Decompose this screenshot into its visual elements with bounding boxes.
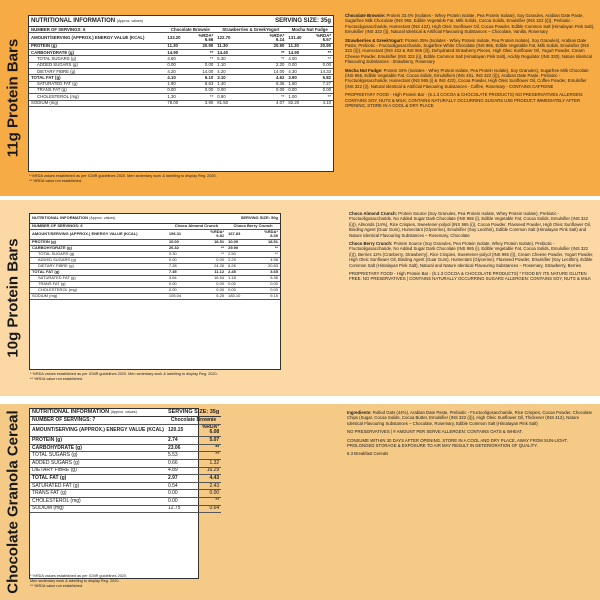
cell: ** — [252, 245, 280, 251]
cell: 1.40 — [215, 81, 249, 87]
serving-size: SERVING SIZE: 50g — [226, 214, 280, 223]
cell: ** — [309, 50, 333, 56]
cell: ** — [192, 498, 221, 506]
footnote: ** %RDA value not established. — [30, 584, 83, 588]
row-label: TRANS FAT (g) — [30, 281, 167, 287]
cell: 0.00 — [189, 87, 215, 93]
text-body: Rolled Oats (44%), Arabian Date Paste, Prebiotic - Fructooligosaccharide, Rice Crispies, Cocoa Powder, Chocolate Chips (Sugar, Cocoa Solids, Cocoa Butter, Emulsifier (INS 322 (i))), High Oleic Sunflower Oil, Thickener (INS 412), Nature Identical Flavouring Substances – Chocolate, Rosemary, Edible Common Salt (Himalayan Pink Salt) — [347, 410, 593, 426]
cell: 11.30 — [215, 43, 249, 49]
table-row — [29, 100, 333, 106]
rda-label: %RDA* — [198, 32, 214, 38]
ingredients-text — [347, 410, 595, 460]
text-body: Protein 35% (Isolates - Whey Protein Isolate, Pea Protein Isolate), Soy Granules), Arabian Date Paste, Prebiotic - Fructooligosaccharide, Sugarfree White Chocolate (INS 965, Edible Vegetable Fat, Milk Solids, Emulsifier (INS 322 (i))), Humectant (INS 422 & INS 965 (ii)), Dehydrated Strawberry Pieces, High Oleic Sunflower Oil, Yogurt Powder, Cream Cheese Powder, Emulsifier (INS 322 (i)), Edible Common Salt (Himalayan Pink Salt), Acidity Regulator (INS 330), Nature Identical Flavouring Substances - Strawberry, Rosemary — [345, 37, 592, 65]
cell: 4.43 — [192, 475, 221, 483]
row-label: DIETARY FIBRE (g) — [29, 69, 165, 75]
cell: 1.00 — [286, 94, 308, 100]
table-row — [29, 33, 333, 44]
cell: 0.00 — [215, 87, 249, 93]
text-block — [345, 68, 595, 90]
cell: 3.10 — [215, 75, 249, 81]
cell: 4.07 — [249, 100, 286, 106]
cell: 20.90 — [249, 43, 286, 49]
cell: 0.00 — [309, 87, 333, 93]
nutrition-table — [30, 214, 280, 300]
cell: ** — [249, 56, 286, 62]
cell: 0.00 — [195, 287, 226, 293]
footnotes — [30, 372, 218, 382]
approx-note: (Approx. values) — [116, 19, 143, 23]
cell: 0.00 — [167, 287, 195, 293]
cell: 23.06 — [166, 444, 192, 452]
cell: 1.60 — [286, 81, 308, 87]
rda-label: %RDA* — [269, 32, 285, 38]
cell: 0.00 — [195, 257, 226, 263]
cell: 6.10 — [189, 75, 215, 81]
text-block — [345, 13, 595, 35]
cell: 1.90 — [165, 81, 189, 87]
nutrition-table — [30, 409, 221, 513]
cell: 0.64 — [192, 505, 221, 513]
row-label: CHOLESTEROL (mg) — [30, 498, 166, 506]
footnotes — [29, 174, 217, 184]
cell: 0.00 — [166, 498, 192, 506]
cell: 7.28 — [167, 263, 195, 269]
cell: 4.20 — [215, 69, 249, 75]
cell: 0.30 — [167, 251, 195, 257]
table-row — [30, 460, 221, 468]
table-row — [30, 505, 221, 513]
cell: 0.00 — [252, 287, 280, 293]
cell: 14.00 — [249, 69, 286, 75]
cell: ** — [249, 50, 286, 56]
cell: 1.32 — [192, 460, 221, 468]
row-label: AMOUNT/SERVING (APPROX.) ENERGY VALUE (KCAL) — [29, 33, 165, 44]
cell: 7.27 — [309, 81, 333, 87]
text-head: Ingredients: — [347, 410, 372, 415]
cell: 2.74 — [166, 437, 192, 445]
row-label: CARBOHYDRATE (g) — [30, 245, 167, 251]
row-label: CARBOHYDRATE (g) — [29, 50, 165, 56]
cell: 0.54 — [166, 482, 192, 490]
cell: 11.12 — [195, 269, 226, 275]
text-head: Strawberries & GreekYogurt: — [345, 37, 404, 43]
cell: 20.90 — [309, 43, 333, 49]
column-header: Chocolate Brownie — [166, 417, 221, 425]
cell — [309, 33, 333, 44]
cell: 12.75 — [166, 505, 192, 513]
serving-size: SERVING SIZE: 35g — [167, 409, 220, 415]
cell: ** — [309, 94, 333, 100]
table-row — [30, 482, 221, 490]
table-row — [30, 444, 221, 452]
row-label: AMOUNT/SERVING (APPROX.) ENERGY VALUE (KCAL) — [30, 424, 166, 437]
text-block — [349, 211, 594, 238]
table-row — [30, 293, 280, 299]
cell: 0.00 — [167, 281, 195, 287]
cell: 0.00 — [165, 87, 189, 93]
table-row — [30, 417, 221, 425]
text-head: Mocha Nut Fudge: — [345, 67, 383, 73]
section-11g-protein-bars — [0, 0, 600, 196]
cell: 26.32 — [167, 245, 195, 251]
cell: 0.00 — [226, 287, 252, 293]
text-body: Protein 33.4% (Isolates - Whey Protein Isolate, Pea Protein Isolate), Soy Granules, Arabian Date Paste, Sugarfree Milk Chocolate (INS 965, Edible Vegetable Fat, Milk Solids, Cocoa Solids, Emulsifier (INS 322 (i))), Prebiotic - Fructooligosaccharide, Humectant (INS 422), High Oleic Sunflower Oil, Cocoa Powder, Edible Common Salt (Himalayan Pink Salt), Emulsifier (INS 322 (i)), Natural Identical & Artificial Flavouring Substances – Chocolate, Vanilla, Rosemary — [345, 13, 595, 35]
row-label: TRANS FAT (g) — [29, 87, 165, 93]
row-label: TOTAL FAT (g) — [30, 269, 167, 275]
cell: 1.18 — [226, 275, 252, 281]
column-header: Choco Almond Crunch — [167, 223, 226, 229]
cell — [195, 229, 226, 239]
cell: 10.00 — [167, 239, 195, 245]
cell: 24.26 — [195, 263, 226, 269]
row-label: DIETARY FIBRE (g) — [30, 263, 167, 269]
cell-value: 6.14 — [276, 37, 285, 43]
text-block — [349, 241, 594, 268]
row-label: PROTEIN (g) — [29, 43, 165, 49]
cell: 18.51 — [252, 239, 280, 245]
cell: 0.00 — [226, 281, 252, 287]
cell: 8.63 — [189, 81, 215, 87]
cell: 167.83 — [226, 229, 252, 239]
footnotes — [30, 574, 127, 589]
row-label: TOTAL SUGARS (g) — [29, 56, 165, 62]
table-row — [30, 452, 221, 460]
row-label: SODIUM (mg) — [30, 293, 167, 299]
cell: 0.00 — [286, 62, 308, 68]
cell: 6.36 — [249, 81, 286, 87]
text-head: Chocolate Brownie: — [345, 13, 386, 18]
cell: 0.00 — [309, 62, 333, 68]
section-chocolate-granola-cereal — [0, 404, 600, 600]
cell: 18.51 — [195, 239, 226, 245]
cell: 82.20 — [286, 100, 308, 106]
cell: 14.90 — [286, 50, 308, 56]
cell: 2.29 — [226, 257, 252, 263]
cell: 3.65 — [252, 269, 280, 275]
cell: 9.15 — [252, 293, 280, 299]
column-header: Strawberries & GreekYogurt — [215, 27, 286, 33]
cell-value: 6.66 — [204, 37, 214, 43]
cell: 2.43 — [192, 482, 221, 490]
cell: 6.26 — [226, 263, 252, 269]
cell: 0.00 — [249, 87, 286, 93]
cell: 2.97 — [166, 475, 192, 483]
text-block — [347, 410, 595, 426]
cell: 20.90 — [189, 43, 215, 49]
cell: 122.70 — [215, 33, 249, 44]
text-body: CONSUME WITHIN 30 DAYS AFTER OPENING. STORE IN A COOL AND DRY PLACE, AWAY FROM SUN-LIGHT. PROLONGED STORAGE & EXPOSURE TO AIR MAY RESULT IN DETERIORATION OF QUALITY. — [347, 437, 568, 449]
text-body: Protein 34% (Isolates - Whey Protein Isolate, Pea Protein Isolate), Soy Granules), Sugarfree Milk Chocolate (INS 965, Edible Vegetable Fat, Cocoa Solids, Emulsifiers (INS 491, INS 322 (i))), Arabian Date Paste, Prebiotic - Fructooligosaccharide, Humectant (INS 965 (i) & INS 422), Cocoa Powder, High Oleic Sunflower Oil, Coffee Powder, Emulsifier (INS 322 (i)), Natural Identical & Artificial Flavouring Substances - Coffee, Rosemary - CONTAINS CAFFEINE — [345, 67, 589, 89]
text-body: PROPRIETARY FOOD - High Protein Bar - (5.1.3 COCOA & CHOCOLATE PRODUCTS) * FOOD BY ITS NATURE GLUTEN FREE. NO PRESERVATIVES | CONTAINS NATURALLY OCCURRING SUGARS ALLERGEN: CONTAINS SOY, NUTS & MILK — [349, 271, 592, 282]
row-label: SATURATED FAT (g) — [30, 482, 166, 490]
cell: 5.07 — [192, 437, 221, 445]
cell — [192, 424, 221, 437]
nutrition-table — [29, 16, 333, 107]
cell: 131.40 — [286, 33, 308, 44]
text-body: Protein Source (Soy Granules, Pea Protein Isolate, Whey Protein Isolate), Prebiotic - Fructooligosaccharide, No Added Sugar Dark Chocolate (INS 965 (i), Edible Vegetable Fat, Cocoa Solids, Emulsifier (INS 322 (i))), Almonds (14%), Rice Crispies, Sweetener-polyol (INS 965 (i)), Cocoa Powder, Flaxseed Powder, High Oleic Sunflower Oil, Binding Agent (Guar Gum), Humectant (Glycerine), Emulsifier (Soy Lecithin), Edible Common Salt (Himalayan Pink Salt) and Nature Identical Flavouring Substances – Rosemary, Chocolate — [349, 211, 591, 238]
footnote: ** %RDA value not established. — [30, 377, 83, 381]
ingredients-text — [349, 211, 594, 285]
footnote: ** %RDA value not established. — [29, 179, 82, 183]
row-label: TOTAL SUGARS (g) — [30, 251, 167, 257]
cell: 196.31 — [167, 229, 195, 239]
row-label: ADDED SUGARS (g) — [29, 62, 165, 68]
cell: 78.00 — [165, 100, 189, 106]
cell: 4.58 — [252, 257, 280, 263]
cell: 81.50 — [215, 100, 249, 106]
row-label: TOTAL FAT (g) — [29, 75, 165, 81]
cell: 4.60 — [165, 56, 189, 62]
cell: 5.53 — [166, 452, 192, 460]
table-header — [30, 409, 221, 417]
row-label: TOTAL FAT (g) — [30, 475, 166, 483]
text-block — [347, 429, 595, 434]
row-label: SODIUM (mg) — [29, 100, 165, 106]
table-header — [29, 16, 333, 27]
cell-value: 8.39 — [270, 233, 278, 239]
section-title: Chocolate Granola Cereal — [4, 410, 22, 594]
text-body: PROPRIETARY FOOD - High Protein Bar - (5.1.3 COCOA & CHOCOLATE PRODUCTS) NO PRESERVATIVES ALLERGEN: CONTAINS SOY, NUTS & MILK, CONTAINS NATURALLY OCCURRING SUGARS USE PRODUCT IMMEDIATELY AFTER OPENING, STORE IN A COOL & DRY PLACE — [345, 92, 584, 109]
cell: 2.50 — [226, 251, 252, 257]
table-header — [30, 214, 280, 223]
section-10g-protein-bars — [0, 200, 600, 396]
cell: 3.64 — [167, 275, 195, 281]
cell: 4.62 — [249, 75, 286, 81]
cell: 105.04 — [167, 293, 195, 299]
cell: 14.90 — [165, 50, 189, 56]
cell: 1.30 — [165, 94, 189, 100]
cell: ** — [249, 94, 286, 100]
cell — [252, 229, 280, 239]
servings-count: NUMBER OF SERVINGS: 6 — [29, 27, 165, 33]
cell: 0.90 — [215, 94, 249, 100]
cell: 0.00 — [166, 490, 192, 498]
cell: ** — [189, 50, 215, 56]
cell-value: 6.08 — [209, 429, 220, 436]
column-header: Chocolate Brownie — [165, 27, 215, 33]
nutrition-panel — [29, 213, 281, 370]
text-block — [347, 451, 595, 456]
row-label: CARBOHYDRATE (g) — [30, 444, 166, 452]
cell: 14.33 — [309, 69, 333, 75]
cell: 0.00 — [165, 62, 189, 68]
cell: ** — [309, 56, 333, 62]
ingredients-text — [345, 13, 595, 112]
nutrition-panel — [29, 408, 220, 579]
cell: 3.90 — [286, 75, 308, 81]
cell: 0.00 — [189, 62, 215, 68]
approx-note: (Approx. values) — [110, 409, 137, 414]
servings-count: NUMBER OF SERVINGS: 7 — [30, 417, 166, 425]
row-label: SATURATED FAT (g) — [30, 275, 167, 281]
nutrition-panel — [28, 15, 334, 172]
footnote: * %RDA values established as per ICMR guidelines 2020. — [30, 574, 128, 578]
cell: 4.10 — [309, 100, 333, 106]
row-label: TRANS FAT (g) — [30, 490, 166, 498]
cell: 5.25 — [195, 293, 226, 299]
cell: 133.20 — [165, 33, 189, 44]
cell: 0.00 — [167, 257, 195, 263]
column-header: Choco Berry Crunch — [226, 223, 280, 229]
panel-title: NUTRITIONAL INFORMATION — [32, 409, 110, 415]
rda-label: %RDA* — [316, 32, 331, 38]
cell: 4.30 — [286, 69, 308, 75]
cell: 4.00 — [286, 56, 308, 62]
footnote: Men sedentary work & labelling to display Reg. 2020. — [30, 579, 120, 583]
text-block — [347, 438, 595, 449]
text-body: Protein Source (Soy Granules, Pea Protein Isolate, Whey Protein Isolate), Prebiotic - Fructooligosaccharide, No Added Sugar Dark Chocolate (INS 965 (i), Edible Vegetable Fat, Cocoa Solids, Emulsifier (INS 322 (i))), Berries 12% (Cranberry, Strawberry), Rice Crispies, Sweetener-polyol (INS 965 (i)), Cream Cheese Powder, Yogurt Powder, High Oleic Sunflower Oil, Binding Agent (Guar Gum), Humectant (Glycerine), Flaxseed Powder, Emulsifier (Soy Lecithin), Edible Common Salt (Himalayan Pink Salt), Natural and Nature Identical Flavouring Substances – Rosemary, Strawberry, Berries — [349, 241, 594, 268]
cell: ** — [252, 251, 280, 257]
cell: 11.30 — [286, 43, 308, 49]
cell: 14.40 — [215, 50, 249, 56]
cell: 20.83 — [252, 263, 280, 269]
text-block — [345, 38, 595, 65]
table-row — [30, 424, 221, 437]
serving-size: SERVING SIZE: 35g — [249, 16, 333, 27]
panel-title: NUTRITIONAL INFORMATION — [31, 18, 116, 24]
row-label: PROTEIN (g) — [30, 239, 167, 245]
row-label: ADDED SUGARS (g) — [30, 460, 166, 468]
section-title: 11g Protein Bars — [4, 38, 22, 158]
row-label: AMOUNT/SERVING (APPROX.) ENERGY VALUE (KCAL) — [30, 229, 167, 239]
approx-note: (Approx. values) — [89, 216, 116, 220]
cell: ** — [192, 452, 221, 460]
cell-value: 6.57 — [322, 37, 331, 43]
row-label: ADDED SUGARS (g) — [30, 257, 167, 263]
cell: ** — [189, 94, 215, 100]
cell — [189, 33, 215, 44]
rda-label: %RDA* — [210, 229, 225, 235]
cell: 0.66 — [166, 460, 192, 468]
text-head: Choco Almond Crunch: — [349, 211, 398, 216]
row-label: CHOLESTEROL (mg) — [30, 287, 167, 293]
cell: 5.30 — [215, 56, 249, 62]
row-label: TOTAL SUGARS (g) — [30, 452, 166, 460]
column-header: Mocha Nut Fudge — [286, 27, 333, 33]
table-row — [30, 229, 280, 239]
cell: 4.89 — [166, 467, 192, 475]
cell: 16.29 — [192, 467, 221, 475]
cell: 5.36 — [252, 275, 280, 281]
cell: 1.10 — [215, 62, 249, 68]
cell: 11.30 — [165, 43, 189, 49]
row-label: DIETARY FIBRE (g) — [30, 467, 166, 475]
table-row — [30, 467, 221, 475]
cell: 2.45 — [226, 269, 252, 275]
cell: ** — [189, 56, 215, 62]
cell: 183.10 — [226, 293, 252, 299]
section-title: 10g Protein Bars — [4, 238, 22, 358]
row-label: CHOLESTEROL (mg) — [29, 94, 165, 100]
text-head: Choco Berry Crunch: — [349, 241, 393, 247]
cell: 0.00 — [192, 490, 221, 498]
cell-value: 9.81 — [216, 233, 225, 239]
text-block — [349, 271, 594, 282]
cell: 0.00 — [286, 87, 308, 93]
cell: 0.00 — [252, 281, 280, 287]
panel-title: NUTRITIONAL INFORMATION — [32, 215, 89, 220]
table-row — [30, 490, 221, 498]
cell: 2.20 — [249, 62, 286, 68]
cell: 16.54 — [195, 275, 226, 281]
rda-label: %RDA* — [201, 424, 220, 431]
servings-count: NUMBER OF SERVINGS: 6 — [30, 223, 167, 229]
cell: 29.90 — [226, 245, 252, 251]
text-block — [345, 92, 595, 108]
text-body: 6.3 Breakfast Cereals — [347, 451, 389, 457]
footnote: * %RDA values established as per ICMR guidelines 2020. Men sedentary work & labelling to display Reg. 2020. — [29, 174, 217, 178]
row-label: SODIUM (mg) — [30, 505, 166, 513]
text-body: NO PRESERVATIVES | # AMOUNT PER SERVE ALLERGEN: CONTAINS OATS & WHEAT. — [347, 429, 523, 435]
cell: 5.82 — [309, 75, 333, 81]
rda-label: %RDA* — [264, 229, 278, 235]
table-row — [30, 498, 221, 506]
cell: 7.45 — [167, 269, 195, 275]
cell: ** — [192, 444, 221, 452]
cell: ** — [195, 245, 226, 251]
cell: 4.10 — [165, 75, 189, 81]
cell: 4.20 — [165, 69, 189, 75]
cell: 10.00 — [226, 239, 252, 245]
table-row — [30, 475, 221, 483]
cell — [249, 33, 286, 44]
cell: 14.00 — [189, 69, 215, 75]
footnote: * %RDA values established as per ICMR guidelines 2020. Men sedentary work & labelling to display Reg. 2020. — [30, 372, 218, 376]
row-label: SATURATED FAT (g) — [29, 81, 165, 87]
cell: 120.15 — [166, 424, 192, 437]
table-row — [30, 437, 221, 445]
cell: ** — [195, 251, 226, 257]
cell: 3.90 — [189, 100, 215, 106]
row-label: PROTEIN (g) — [30, 437, 166, 445]
cell: 0.00 — [195, 281, 226, 287]
